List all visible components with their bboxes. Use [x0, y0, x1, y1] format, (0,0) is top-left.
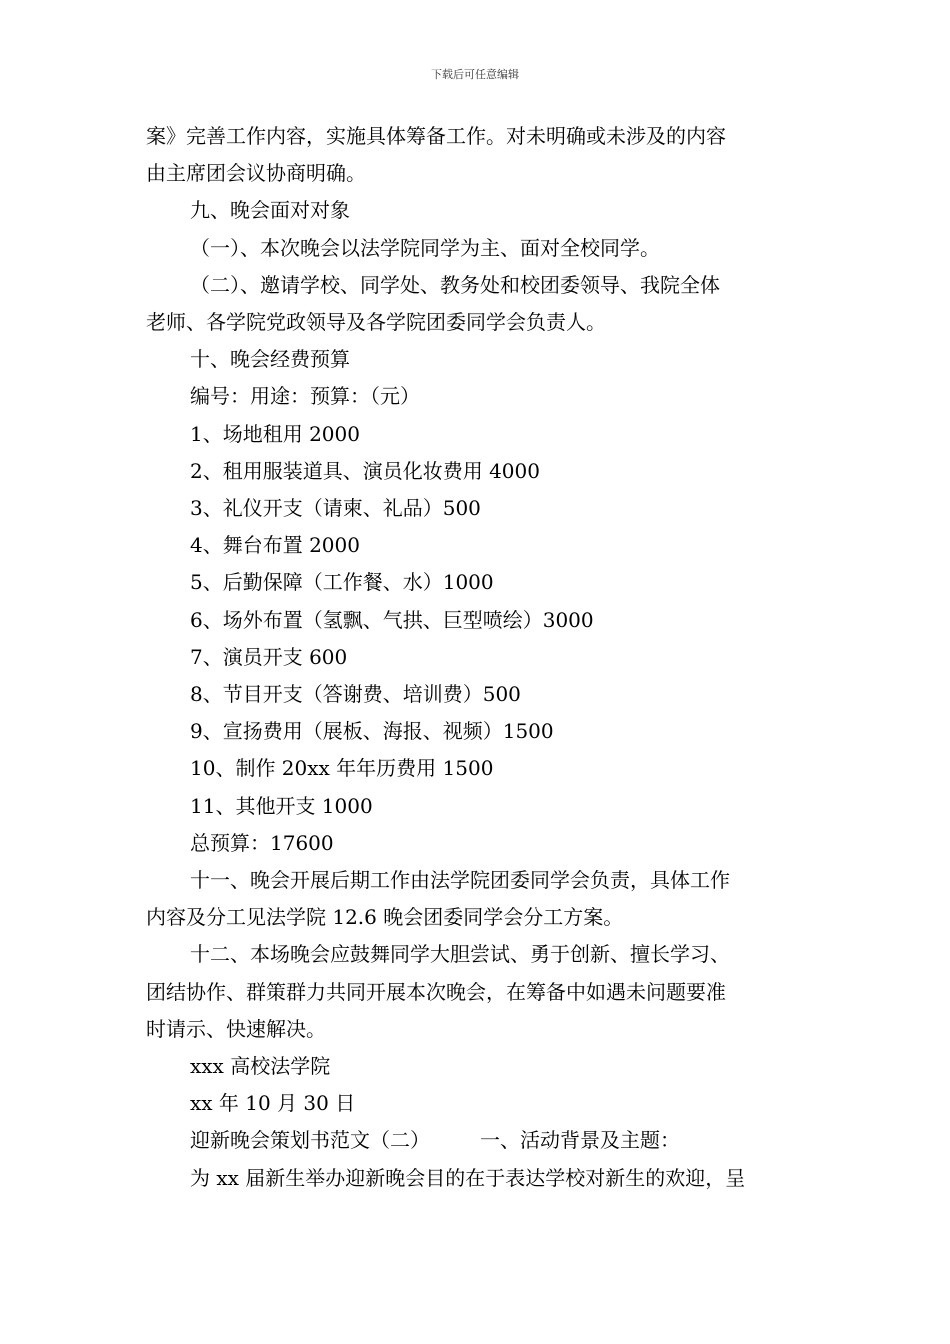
paragraph-line: 时请示、快速解决。 — [146, 1016, 326, 1041]
paragraph-line: （二）、邀请学校、同学处、教务处和校团委领导、我院全体 — [190, 272, 720, 297]
paragraph-line: 案》完善工作内容，实施具体筹备工作。对未明确或未涉及的内容 — [146, 124, 726, 148]
section-heading: 九、晚会面对对象 — [190, 198, 350, 223]
document-body — [146, 118, 810, 1197]
paragraph-line: 为 xx 届新生举办迎新晚会目的在于表达学校对新生的欢迎，呈 — [190, 1165, 746, 1190]
paragraph-line: （一）、本次晚会以法学院同学为主、面对全校同学。 — [190, 235, 660, 260]
page-header: 下载后可任意编辑 — [431, 68, 519, 81]
next-section-title: 迎新晚会策划书范文（二） — [190, 1128, 430, 1153]
budget-item: 10、制作 20xx 年年历费用 1500 — [190, 756, 494, 781]
budget-item: 11、其他开支 1000 — [190, 793, 373, 818]
signature-org: xxx 高校法学院 — [190, 1054, 331, 1079]
paragraph-line: 十二、本场晚会应鼓舞同学大胆尝试、勇于创新、擅长学习、 — [190, 942, 730, 967]
budget-item: 4、舞台布置 2000 — [190, 533, 360, 558]
budget-item: 8、节目开支（答谢费、培训费）500 — [190, 682, 521, 707]
budget-item: 6、场外布置（氢飘、气拱、巨型喷绘）3000 — [190, 607, 594, 632]
budget-item: 3、礼仪开支（请柬、礼品）500 — [190, 496, 481, 521]
next-section-heading: 一、活动背景及主题： — [480, 1128, 680, 1153]
budget-header: 编号：用途：预算：（元） — [190, 384, 420, 409]
budget-item: 5、后勤保障（工作餐、水）1000 — [190, 570, 494, 595]
signature-date: xx 年 10 月 30 日 — [190, 1091, 356, 1116]
next-section-title-line — [146, 1122, 810, 1159]
paragraph-line: 团结协作、群策群力共同开展本次晚会，在筹备中如遇未问题要准 — [146, 979, 726, 1004]
budget-item: 1、场地租用 2000 — [190, 421, 360, 446]
paragraph-line: 由主席团会议协商明确。 — [146, 161, 366, 186]
budget-item: 9、宣扬费用（展板、海报、视频）1500 — [190, 719, 554, 744]
section-heading: 十、晚会经费预算 — [190, 347, 350, 372]
paragraph-line: 老师、各学院党政领导及各学院团委同学会负责人。 — [146, 310, 606, 335]
paragraph-line: 十一、晚会开展后期工作由法学院团委同学会负责，具体工作 — [190, 868, 730, 893]
paragraph-line: 内容及分工见法学院 12.6 晚会团委同学会分工方案。 — [146, 905, 624, 930]
budget-item: 7、演员开支 600 — [190, 644, 348, 669]
budget-item: 2、租用服装道具、演员化妆费用 4000 — [190, 458, 540, 483]
budget-total: 总预算：17600 — [190, 830, 334, 855]
